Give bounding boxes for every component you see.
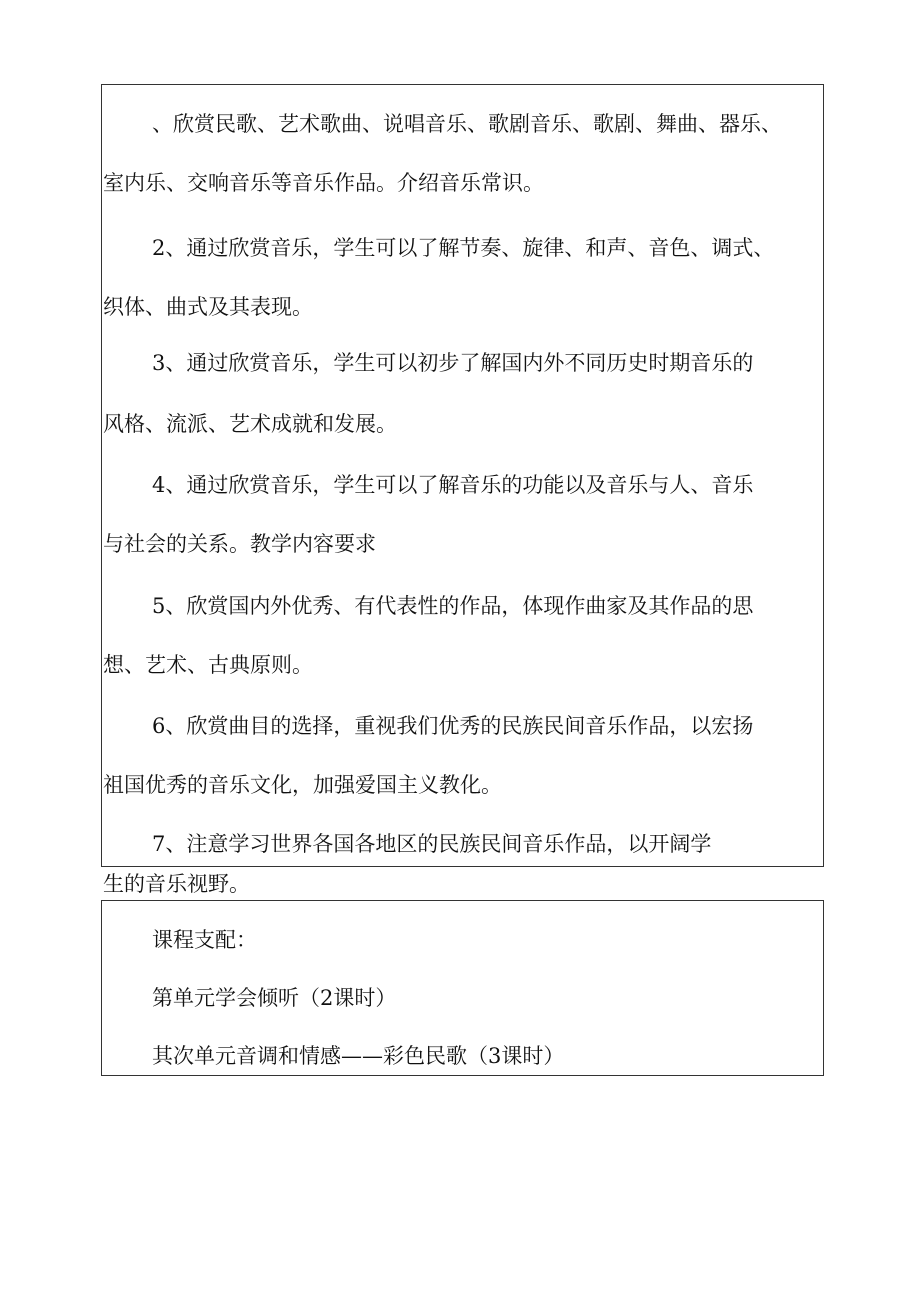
overflow-line: 生的音乐视野。 (103, 872, 250, 896)
paragraph-line: 织体、曲式及其表现。 (103, 295, 313, 319)
schedule-item: 第单元学会倾听（2课时） (152, 986, 397, 1010)
paragraph-line: 4、通过欣赏音乐，学生可以了解音乐的功能以及音乐与人、音乐 (152, 473, 754, 497)
paragraph-line: 、欣赏民歌、艺术歌曲、说唱音乐、歌剧音乐、歌剧、舞曲、器乐、 (152, 112, 782, 136)
paragraph-line: 3、通过欣赏音乐，学生可以初步了解国内外不同历史时期音乐的 (152, 351, 754, 375)
paragraph-line: 室内乐、交响音乐等音乐作品。介绍音乐常识。 (103, 171, 544, 195)
paragraph-line: 与社会的关系。教学内容要求 (103, 532, 376, 556)
paragraph-line: 想、艺术、古典原则。 (103, 653, 313, 677)
paragraph-line: 5、欣赏国内外优秀、有代表性的作品，体现作曲家及其作品的思 (152, 594, 754, 618)
paragraph-line: 7、注意学习世界各国各地区的民族民间音乐作品，以开阔学 (152, 832, 712, 856)
paragraph-line: 祖国优秀的音乐文化，加强爱国主义教化。 (103, 773, 502, 797)
paragraph-line: 2、通过欣赏音乐，学生可以了解节奏、旋律、和声、音色、调式、 (152, 236, 775, 260)
paragraph-line: 风格、流派、艺术成就和发展。 (103, 412, 397, 436)
schedule-item: 其次单元音调和情感——彩色民歌（3课时） (152, 1044, 565, 1068)
schedule-heading: 课程支配： (152, 928, 257, 952)
paragraph-line: 6、欣赏曲目的选择，重视我们优秀的民族民间音乐作品，以宏扬 (152, 714, 754, 738)
